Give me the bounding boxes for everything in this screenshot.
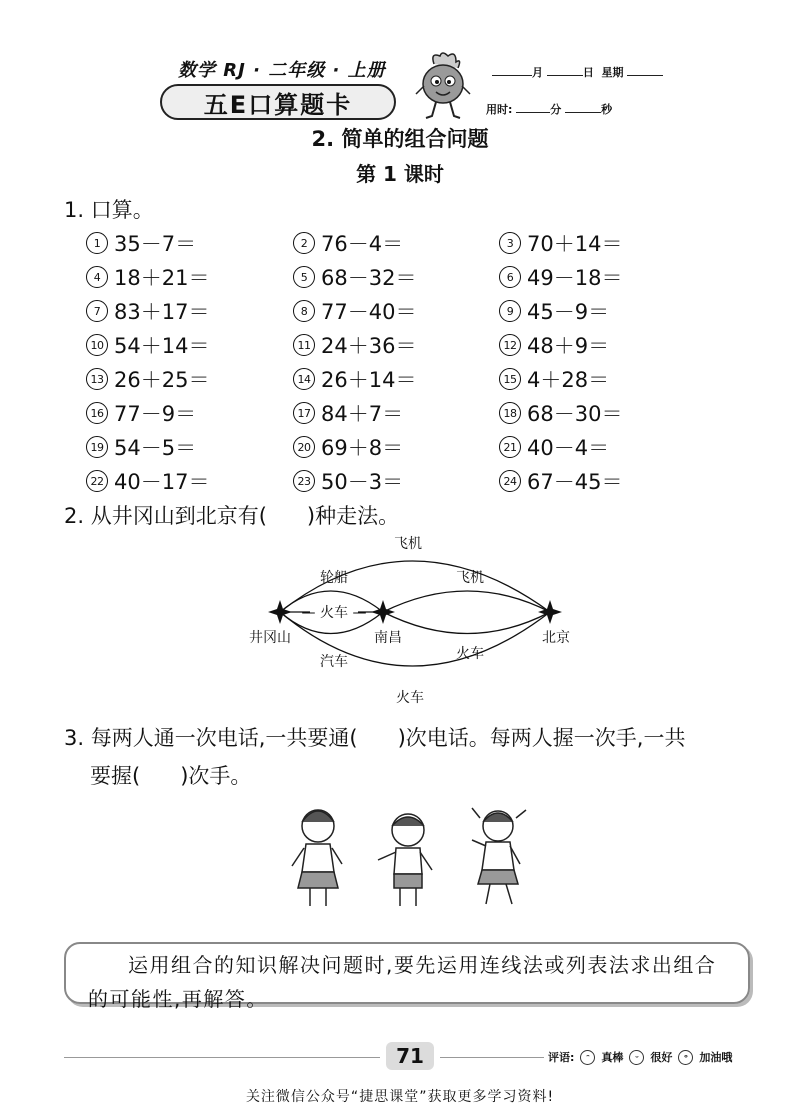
- item-number-badge: 24: [499, 470, 521, 492]
- grin-face-icon: ᵔ: [580, 1050, 595, 1065]
- item-expression: 50－3＝: [321, 470, 404, 494]
- rating-good: 很好: [650, 1051, 673, 1064]
- math-item: [86, 362, 293, 396]
- label-middle-left: — 火车 —: [301, 605, 367, 621]
- rating-row: [548, 1049, 732, 1065]
- math-item: [499, 362, 699, 396]
- math-item: [293, 328, 499, 362]
- q3-text-1b: )次电话。每两人握一次手,一共: [397, 726, 686, 750]
- item-expression: 49－18＝: [527, 266, 623, 290]
- item-expression: 54＋14＝: [114, 334, 210, 358]
- math-item: [499, 260, 699, 294]
- label-bottom-right: 火车: [456, 646, 484, 662]
- item-expression: 45－9＝: [527, 300, 610, 324]
- date-day-label: 日: [582, 66, 594, 79]
- item-expression: 68－32＝: [321, 266, 417, 290]
- item-number-badge: 21: [499, 436, 521, 458]
- item-number-badge: 20: [293, 436, 315, 458]
- math-item: [86, 396, 293, 430]
- item-number-badge: 9: [499, 300, 521, 322]
- item-number-badge: 19: [86, 436, 108, 458]
- item-number-badge: 6: [499, 266, 521, 288]
- book-subject: 数学 RJ · 二年级 · 上册: [178, 60, 386, 81]
- math-item: [293, 430, 499, 464]
- item-expression: 48＋9＝: [527, 334, 610, 358]
- time-second-label: 秒: [601, 103, 613, 116]
- lesson-subtitle: 第 1 课时: [356, 162, 444, 186]
- rating-great: 真棒: [601, 1051, 624, 1064]
- item-expression: 84＋7＝: [321, 402, 404, 426]
- date-weekday-label: 星期: [601, 66, 624, 79]
- item-expression: 26＋25＝: [114, 368, 210, 392]
- item-expression: 77－9＝: [114, 402, 197, 426]
- time-minute-label: 分: [550, 103, 562, 116]
- city-mid: 南昌: [374, 630, 402, 646]
- boy-middle-icon: [378, 814, 432, 906]
- rating-label: 评语:: [548, 1051, 575, 1064]
- star-node-end-icon: [538, 600, 562, 624]
- item-number-badge: 14: [293, 368, 315, 390]
- city-start: 井冈山: [249, 630, 291, 646]
- math-item: [86, 260, 293, 294]
- girl-right-icon: [472, 808, 526, 904]
- math-item: [293, 464, 499, 498]
- q3-text-2b: )次手。: [180, 764, 252, 788]
- date-line: [492, 64, 663, 80]
- q3-text-1a: 3. 每两人通一次电话,一共要通(: [64, 726, 358, 750]
- item-expression: 40－17＝: [114, 470, 210, 494]
- mental-math-grid: [86, 226, 699, 498]
- item-expression: 83＋17＝: [114, 300, 210, 324]
- item-number-badge: 11: [293, 334, 315, 356]
- item-number-badge: 2: [293, 232, 315, 254]
- route-right-top: [383, 591, 550, 612]
- lesson-title: 2. 简单的组合问题: [311, 127, 489, 151]
- item-number-badge: 10: [86, 334, 108, 356]
- item-expression: 70＋14＝: [527, 232, 623, 256]
- math-item: [293, 396, 499, 430]
- math-item: [86, 328, 293, 362]
- item-expression: 26＋14＝: [321, 368, 417, 392]
- math-item: [499, 294, 699, 328]
- label-top-right: 飞机: [456, 570, 484, 586]
- item-number-badge: 12: [499, 334, 521, 356]
- math-item: [86, 226, 293, 260]
- item-number-badge: 17: [293, 402, 315, 424]
- promo-text: 关注微信公众号“捷思课堂”获取更多学习资料!: [245, 1089, 555, 1105]
- item-number-badge: 7: [86, 300, 108, 322]
- star-node-start-icon: [268, 600, 292, 624]
- item-expression: 76－4＝: [321, 232, 404, 256]
- item-number-badge: 13: [86, 368, 108, 390]
- cheer-face-icon: ᵒ: [678, 1050, 693, 1065]
- math-item: [293, 362, 499, 396]
- item-number-badge: 16: [86, 402, 108, 424]
- label-outer-bottom: 火车: [396, 690, 424, 706]
- city-end: 北京: [542, 630, 570, 646]
- brand-title: 五E口算题卡: [160, 84, 396, 120]
- three-children-illustration: [280, 800, 540, 918]
- item-expression: 35－7＝: [114, 232, 197, 256]
- item-number-badge: 23: [293, 470, 315, 492]
- math-item: [293, 260, 499, 294]
- time-label: 用时:: [486, 103, 513, 116]
- smile-face-icon: ᵕ: [629, 1050, 644, 1065]
- item-expression: 54－5＝: [114, 436, 197, 460]
- math-item: [499, 430, 699, 464]
- radish-mascot-icon: [412, 50, 474, 122]
- label-bottom-left: 汽车: [320, 654, 348, 670]
- item-number-badge: 5: [293, 266, 315, 288]
- item-number-badge: 8: [293, 300, 315, 322]
- math-item: [86, 294, 293, 328]
- q2-question: [64, 500, 399, 530]
- item-number-badge: 15: [499, 368, 521, 390]
- item-number-badge: 4: [86, 266, 108, 288]
- label-top-left: 轮船: [320, 570, 348, 586]
- item-expression: 4＋28＝: [527, 368, 610, 392]
- math-item: [499, 328, 699, 362]
- item-expression: 24＋36＝: [321, 334, 417, 358]
- math-item: [293, 294, 499, 328]
- route-diagram: [230, 530, 590, 710]
- item-number-badge: 1: [86, 232, 108, 254]
- math-item: [293, 226, 499, 260]
- rating-keep-going: 加油哦: [699, 1051, 733, 1064]
- q3-text-2a: 要握(: [90, 764, 141, 788]
- q3-line-1: [64, 722, 685, 752]
- q2-text-before: 2. 从井冈山到北京有(: [64, 504, 267, 528]
- item-number-badge: 3: [499, 232, 521, 254]
- math-item: [86, 464, 293, 498]
- item-expression: 40－4＝: [527, 436, 610, 460]
- item-expression: 77－40＝: [321, 300, 417, 324]
- q2-text-after: )种走法。: [306, 504, 400, 528]
- math-item: [499, 464, 699, 498]
- math-item: [86, 430, 293, 464]
- label-outer-top: 飞机: [394, 536, 422, 552]
- math-item: [499, 396, 699, 430]
- girl-left-icon: [292, 810, 342, 906]
- q3-line-2: [90, 760, 251, 790]
- item-number-badge: 18: [499, 402, 521, 424]
- page-number: 71: [386, 1042, 434, 1070]
- q1-title: 1. 口算。: [64, 198, 154, 222]
- item-expression: 69＋8＝: [321, 436, 404, 460]
- item-number-badge: 22: [86, 470, 108, 492]
- star-node-mid-icon: [371, 600, 395, 624]
- time-line: [486, 101, 612, 117]
- date-month-label: 月: [532, 66, 543, 79]
- footer-rule-right: [440, 1057, 544, 1058]
- item-expression: 18＋21＝: [114, 266, 210, 290]
- footer-rule-left: [64, 1057, 380, 1058]
- math-item: [499, 226, 699, 260]
- item-expression: 67－45＝: [527, 470, 623, 494]
- tip-text: 运用组合的知识解决问题时,要先运用连线法或列表法求出组合的可能性,再解答。: [88, 953, 717, 1011]
- item-expression: 68－30＝: [527, 402, 623, 426]
